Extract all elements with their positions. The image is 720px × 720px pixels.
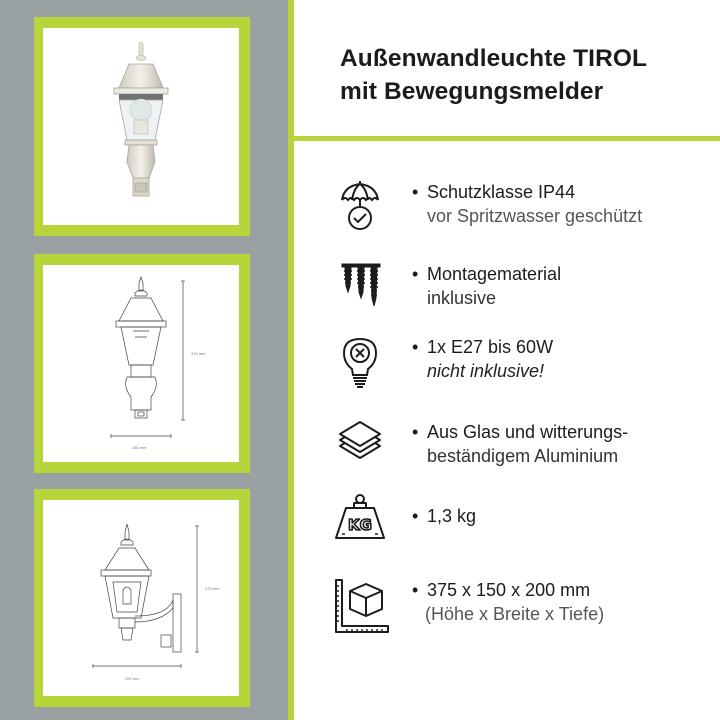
feature-subtitle: inklusive <box>427 288 497 308</box>
feature-mounting-material <box>330 262 710 332</box>
feature-title: Schutzklasse IP44 <box>427 182 576 202</box>
bullet: • <box>412 580 419 600</box>
feature-weight <box>330 492 710 562</box>
umbrella-check-icon <box>330 180 390 240</box>
screws-icon <box>330 262 390 322</box>
bulb-x-icon <box>330 335 390 395</box>
bullet: • <box>412 337 419 357</box>
feature-dimensions <box>330 578 710 648</box>
lamp-photo-icon <box>43 28 239 225</box>
layers-icon <box>330 420 390 480</box>
feature-subtitle: nicht inklusive! <box>427 361 545 381</box>
feature-title: 1,3 kg <box>427 506 477 526</box>
height-dimension-label: 375 mm <box>191 351 206 356</box>
height-dimension-label: 375 mm <box>205 586 220 591</box>
side-drawing-frame <box>34 489 250 707</box>
width-dimension-label: 150 mm <box>132 445 147 450</box>
title-line-1: Außenwandleuchte TIROL <box>340 45 648 72</box>
weight-kg-icon <box>330 492 390 552</box>
feature-subtitle: (Höhe x Breite x Tiefe) <box>425 604 605 624</box>
product-photo-frame <box>34 17 250 236</box>
green-divider-horizontal <box>294 136 720 141</box>
product-title <box>340 42 710 108</box>
bullet: • <box>412 182 419 202</box>
bullet: • <box>412 264 419 284</box>
depth-dimension-label: 200 mm <box>125 676 140 681</box>
feature-title: 375 x 150 x 200 mm <box>427 580 591 600</box>
feature-subtitle: vor Spritzwasser geschützt <box>427 206 643 226</box>
feature-title: Montagematerial <box>427 264 562 284</box>
bullet: • <box>412 506 419 526</box>
feature-materials <box>330 420 710 490</box>
lamp-side-drawing-icon <box>43 500 239 696</box>
product-photo <box>43 28 239 225</box>
feature-ip44 <box>330 180 710 250</box>
bullet: • <box>412 422 419 442</box>
front-drawing <box>43 265 239 462</box>
title-line-2: mit Bewegungsmelder <box>340 78 604 105</box>
green-divider-vertical <box>288 0 294 720</box>
front-drawing-frame <box>34 254 250 473</box>
dimensions-cube-icon <box>330 578 390 638</box>
side-drawing <box>43 500 239 696</box>
feature-subtitle: beständigem Aluminium <box>427 446 619 466</box>
feature-title: 1x E27 bis 60W <box>427 337 554 357</box>
svg-text:KG: KG <box>348 516 372 534</box>
lamp-front-drawing-icon <box>43 265 239 462</box>
feature-title: Aus Glas und witterungs- <box>427 422 629 442</box>
feature-bulb <box>330 335 710 405</box>
